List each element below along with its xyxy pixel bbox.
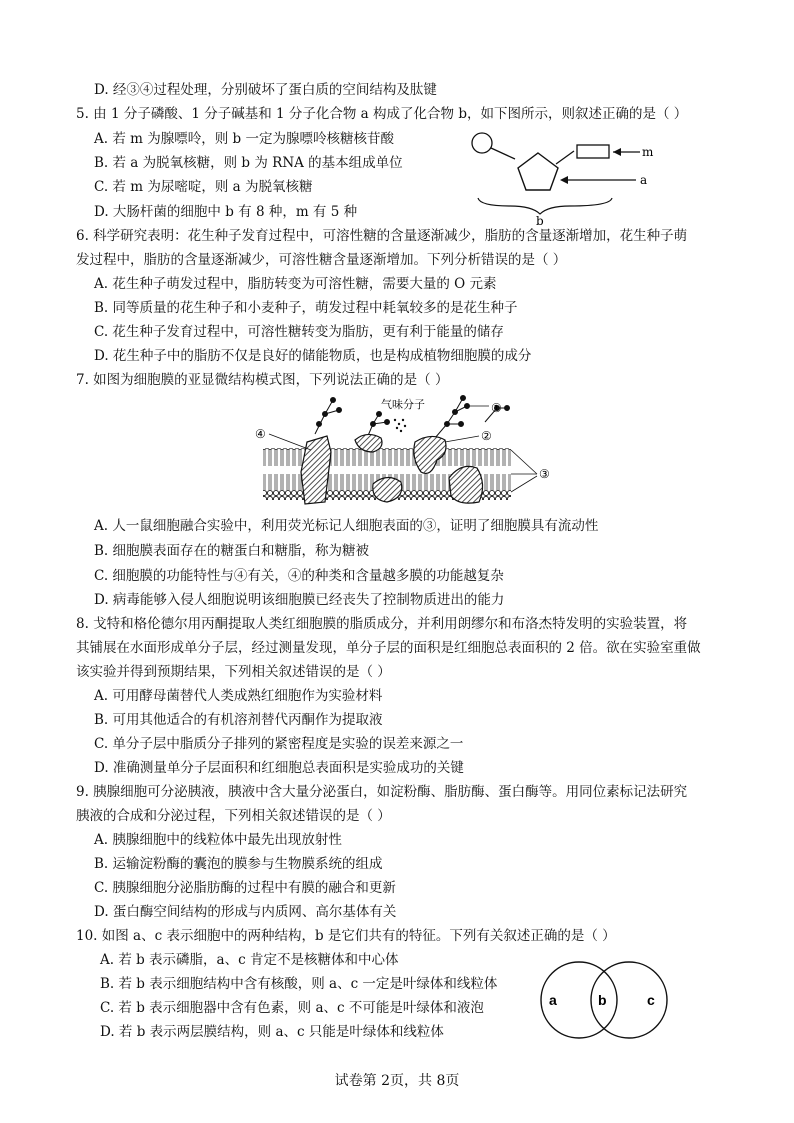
q5-stem: 5. 由 1 分子磷酸、1 分子碱基和 1 分子化合物 a 构成了化合物 b，如下图所示，则叙述正确的是（ ）	[76, 106, 688, 122]
q8-option-a: A. 可用酵母菌替代人类成熟红细胞作为实验材料	[94, 688, 383, 704]
protein-4	[301, 436, 331, 504]
q6-stem-1: 6. 科学研究表明：花生种子发育过程中，可溶性糖的含量逐渐减少，脂肪的含量逐渐增加，花生种子萌	[76, 228, 688, 244]
q6-option-b: B. 同等质量的花生种子和小麦种子，萌发过程中耗氧较多的是花生种子	[94, 300, 518, 316]
q8-option-d: D. 准确测量单分子层面积和红细胞总表面积是实验成功的关键	[94, 760, 464, 776]
page-footer: 试卷第 2页，共 8页	[334, 1073, 460, 1089]
q5-option-c: C. 若 m 为尿嘧啶，则 a 为脱氧核糖	[94, 179, 313, 195]
label-b: b	[536, 214, 544, 226]
nucleotide-diagram	[470, 126, 690, 226]
venn-label-b: b	[598, 992, 607, 1008]
label-m: m	[642, 145, 654, 159]
protein-right	[449, 466, 483, 503]
label-3: ③	[539, 467, 550, 481]
q10-option-b: B. 若 b 表示细胞结构中含有核酸，则 a、c 一定是叶绿体和线粒体	[100, 976, 498, 992]
label-1: ①	[491, 401, 502, 415]
odor-label: 气味分子	[381, 398, 425, 411]
q7-option-c: C. 细胞膜的功能特性与④有关，④的种类和含量越多膜的功能越复杂	[94, 568, 504, 584]
q6-stem-2: 发过程中，脂肪的含量逐渐减少，可溶性糖含量逐渐增加。下列分析错误的是（ ）	[76, 252, 567, 268]
cell-membrane-diagram	[255, 392, 555, 510]
q7-option-a: A. 人一鼠细胞融合实验中，利用荧光标记人细胞表面的③，证明了细胞膜具有流动性	[94, 518, 599, 534]
q9-option-b: B. 运输淀粉酶的囊泡的膜参与生物膜系统的组成	[94, 856, 383, 872]
q9-option-d: D. 蛋白酶空间结构的形成与内质网、高尔基体有关	[94, 904, 397, 920]
venn-label-c: c	[647, 992, 655, 1008]
base-rect	[577, 145, 609, 158]
q10-option-d: D. 若 b 表示两层膜结构，则 a、c 只能是叶绿体和线粒体	[100, 1024, 444, 1040]
odor-molecules	[394, 419, 406, 432]
q9-stem-1: 9. 胰腺细胞可分泌胰液，胰液中含大量分泌蛋白，如淀粉酶、脂肪酶、蛋白酶等。用同位素标记法研究	[76, 784, 688, 800]
q8-option-c: C. 单分子层中脂质分子排列的紧密程度是实验的误差来源之一	[94, 736, 464, 752]
q6-option-d: D. 花生种子中的脂肪不仅是良好的储能物质，也是构成植物细胞膜的成分	[94, 348, 532, 364]
q7-option-d: D. 病毒能够入侵人细胞说明该细胞膜已经丧失了控制物质进出的能力	[94, 592, 505, 608]
pentose-pentagon	[518, 153, 558, 190]
q8-stem-2: 其铺展在水面形成单分子层，经过测量发现，单分子层的面积是红细胞总表面积的 2 倍。欲在实验室重做	[76, 640, 701, 656]
q8-option-b: B. 可用其他适合的有机溶剂替代丙酮作为提取液	[94, 712, 383, 728]
q9-option-c: C. 胰腺细胞分泌脂肪酶的过程中有膜的融合和更新	[94, 880, 396, 896]
q8-stem-1: 8. 戈特和格伦德尔用丙酮提取人类红细胞膜的脂质成分，并利用朗缪尔和布洛杰特发明的实验装置，将	[76, 616, 688, 632]
q10-option-a: A. 若 b 表示磷脂，a、c 肯定不是核糖体和中心体	[100, 952, 399, 968]
label-4: ④	[255, 427, 266, 441]
q6-option-c: C. 花生种子发育过程中，可溶性糖转变为脂肪，更有利于能量的储存	[94, 324, 504, 340]
q5-option-d: D. 大肠杆菌的细胞中 b 有 8 种，m 有 5 种	[94, 204, 358, 220]
label-a: a	[640, 173, 648, 187]
phosphate-circle	[472, 133, 492, 153]
q6-option-a: A. 花生种子萌发过程中，脂肪转变为可溶性糖，需要大量的 O 元素	[94, 276, 497, 292]
q4-option-d: D. 经③④过程处理，分别破坏了蛋白质的空间结构及肽键	[94, 82, 437, 98]
q7-stem: 7. 如图为细胞膜的亚显微结构模式图，下列说法正确的是（ ）	[76, 372, 449, 388]
venn-label-a: a	[549, 992, 557, 1008]
q9-option-a: A. 胰腺细胞中的线粒体中最先出现放射性	[94, 832, 342, 848]
label-2: ②	[481, 429, 492, 443]
q8-stem-3: 该实验并得到预期结果，下列相关叙述错误的是（ ）	[76, 664, 391, 680]
q10-option-c: C. 若 b 表示细胞器中含有色素，则 a、c 不可能是叶绿体和液泡	[100, 1000, 484, 1016]
venn-diagram	[535, 960, 675, 1042]
q10-stem: 10. 如图 a、c 表示细胞中的两种结构，b 是它们共有的特征。下列有关叙述正确的是（ ）	[76, 928, 616, 944]
q9-stem-2: 胰液的合成和分泌过程，下列相关叙述错误的是（ ）	[76, 808, 391, 824]
q7-option-b: B. 细胞膜表面存在的糖蛋白和糖脂，称为糖被	[94, 543, 370, 559]
q5-option-b: B. 若 a 为脱氧核糖，则 b 为 RNA 的基本组成单位	[94, 155, 403, 171]
q5-option-a: A. 若 m 为腺嘌呤，则 b 一定为腺嘌呤核糖核苷酸	[94, 131, 394, 147]
